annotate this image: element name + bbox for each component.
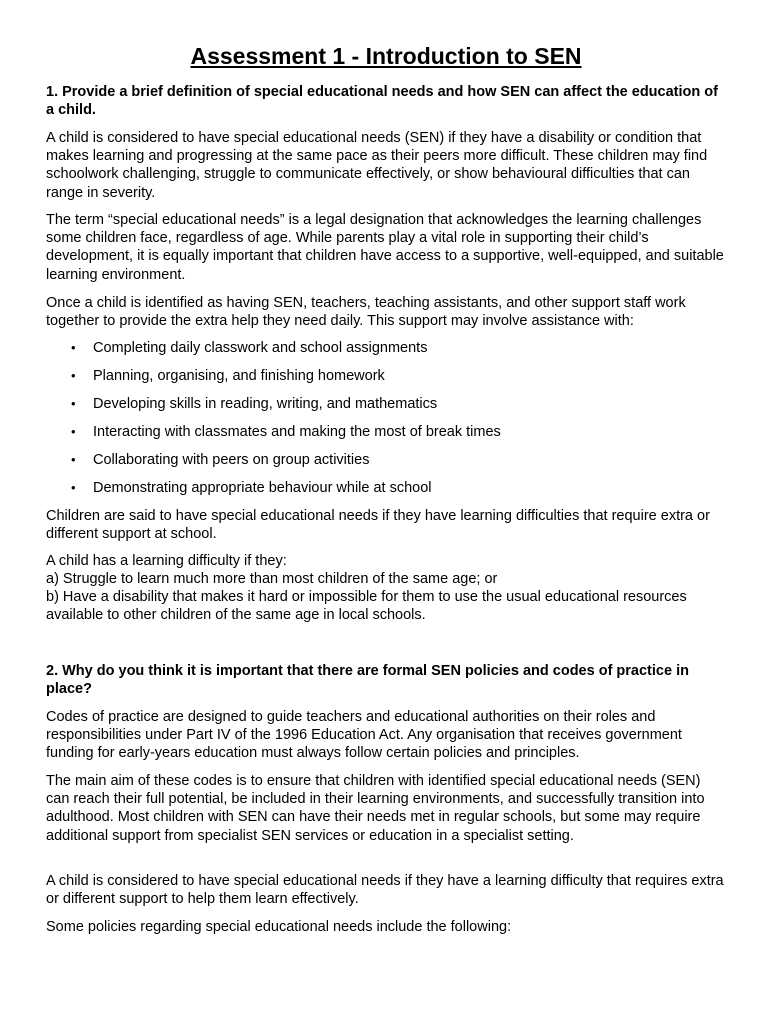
paragraph: Codes of practice are designed to guide teachers and educational authorities on their roles and responsibilities under Part IV of the 1996 Education Act. Any organisation that receives government funding for early-years education must always follow certain policies and principles. [46,709,682,762]
bullet-icon: • [71,368,76,383]
bullet-icon: • [71,480,76,495]
paragraph: Some policies regarding special educational needs include the following: [46,919,512,935]
support-list [46,339,726,507]
page-title: Assessment 1 - Introduction to SEN [190,43,582,69]
bullet-icon: • [71,424,76,439]
paragraph: A child is considered to have special educational needs (SEN) if they have a disability or condition that makes learning and progressing at the same pace as their peers more difficult. These children may find schoolwork challenging, struggle to communicate effectively, or show behavioural difficulties that can range in severity. [46,130,708,201]
question-1: 1. Provide a brief definition of special educational needs and how SEN can affect the education of a child. [46,84,718,118]
paragraph: Children are said to have special educational needs if they have learning difficulties that require extra or different support at school. [46,508,710,543]
paragraph: A child is considered to have special educational needs if they have a learning difficulty that requires extra or different support to help them learn effectively. [46,873,724,908]
paragraph: The term “special educational needs” is a legal designation that acknowledges the learning challenges some children face, regardless of age. While parents play a vital role in supporting their child’s development, it is equally important that children have access to a supportive, well-equipped, and suitable learning environment. [46,212,724,283]
condition-a: a) Struggle to learn much more than most children of the same age; or [46,571,498,587]
bullet-icon: • [71,452,76,467]
bullet-icon: • [71,340,76,355]
paragraph-intro: A child has a learning difficulty if they: [46,553,287,569]
list-item: • Planning, organising, and finishing homework [71,368,385,384]
paragraph: Once a child is identified as having SEN, teachers, teaching assistants, and other support staff work together to provide the extra help they need daily. This support may involve assistance with: [46,295,686,330]
list-item: • Interacting with classmates and making the most of break times [71,424,501,440]
paragraph: The main aim of these codes is to ensure that children with identified special educational needs (SEN) can reach their full potential, be included in their learning environments, and successfully transition into adulthood. Most children with SEN can have their needs met in regular schools, but some may require additional support from specialist SEN services or education in a specialist setting. [46,773,705,844]
condition-b: b) Have a disability that makes it hard or impossible for them to use the usual educational resources available to other children of the same age in local schools. [46,589,687,624]
list-item: • Developing skills in reading, writing, and mathematics [71,396,438,412]
list-item: • Completing daily classwork and school assignments [71,340,428,356]
list-item: • Demonstrating appropriate behaviour while at school [71,480,432,496]
bullet-icon: • [71,396,76,411]
list-item: • Collaborating with peers on group activities [71,452,370,468]
question-2: 2. Why do you think it is important that there are formal SEN policies and codes of practice in place? [46,663,689,697]
